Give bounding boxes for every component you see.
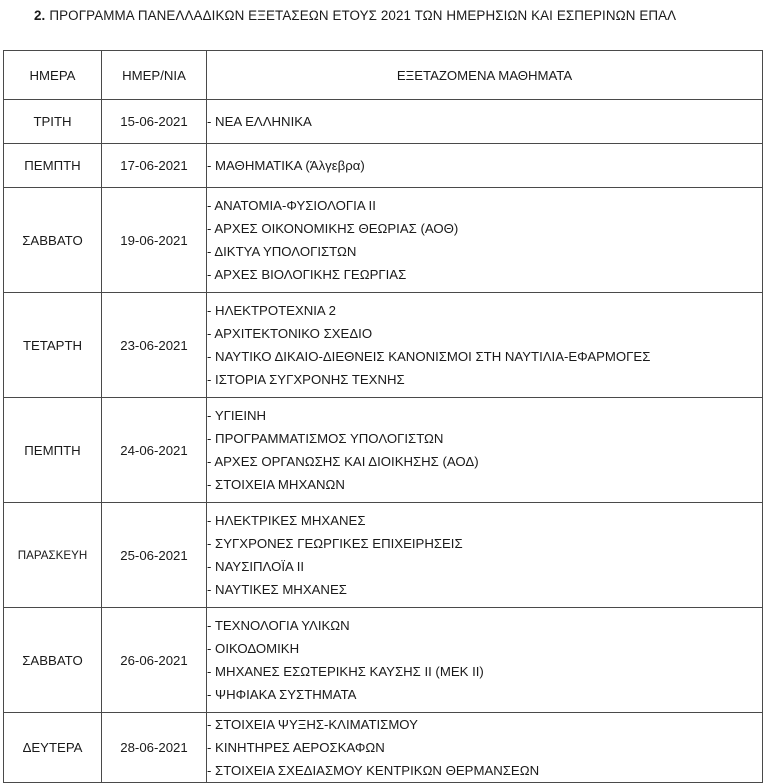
table-row	[4, 188, 763, 293]
subject-item: - ΚΙΝΗΤΗΡΕΣ ΑΕΡΟΣΚΑΦΩΝ	[207, 740, 385, 755]
day-cell: ΠΕΜΠΤΗ	[4, 144, 102, 188]
day-cell: ΔΕΥΤΕΡΑ	[4, 713, 102, 783]
date-cell: 26-06-2021	[102, 608, 207, 713]
subjects-cell	[207, 713, 763, 783]
day-cell: ΠΕΜΠΤΗ	[4, 398, 102, 503]
subjects-cell	[207, 100, 763, 144]
subject-item: - ΜΑΘΗΜΑΤΙΚΑ (Άλγεβρα)	[207, 158, 365, 173]
subject-item: - ΨΗΦΙΑΚΑ ΣΥΣΤΗΜΑΤΑ	[207, 687, 357, 702]
table-row	[4, 100, 763, 144]
subject-item: - ΑΡΧΕΣ ΒΙΟΛΟΓΙΚΗΣ ΓΕΩΡΓΙΑΣ	[207, 267, 407, 282]
date-cell: 24-06-2021	[102, 398, 207, 503]
subject-item: - ΣΥΓΧΡΟΝΕΣ ΓΕΩΡΓΙΚΕΣ ΕΠΙΧΕΙΡΗΣΕΙΣ	[207, 536, 463, 551]
subject-item: - ΝΑΥΤΙΚΟ ΔΙΚΑΙΟ-ΔΙΕΘΝΕΙΣ ΚΑΝΟΝΙΣΜΟΙ ΣΤΗ ΝΑΥΤΙΛΙΑ-ΕΦΑΡΜΟΓΕΣ	[207, 349, 651, 364]
table-row	[4, 503, 763, 608]
subject-item: - ΜΗΧΑΝΕΣ ΕΣΩΤΕΡΙΚΗΣ ΚΑΥΣΗΣ ΙΙ (ΜΕΚ ΙΙ)	[207, 664, 484, 679]
subject-item: - ΗΛΕΚΤΡΙΚΕΣ ΜΗΧΑΝΕΣ	[207, 513, 366, 528]
table-header-row	[4, 51, 763, 100]
subject-item: - ΝΑΥΣΙΠΛΟΪΑ ΙΙ	[207, 559, 305, 574]
date-cell: 19-06-2021	[102, 188, 207, 293]
subjects-cell	[207, 144, 763, 188]
header-date: ΗΜΕΡ/ΝΙΑ	[102, 51, 207, 100]
subject-item: - ΑΡΧΕΣ ΟΙΚΟΝΟΜΙΚΗΣ ΘΕΩΡΙΑΣ (ΑΟΘ)	[207, 221, 459, 236]
subject-item: - ΥΓΙΕΙΝΗ	[207, 408, 267, 423]
subjects-cell	[207, 503, 763, 608]
subject-item: - ΠΡΟΓΡΑΜΜΑΤΙΣΜΟΣ ΥΠΟΛΟΓΙΣΤΩΝ	[207, 431, 444, 446]
subject-item: - ΑΡΧΙΤΕΚΤΟΝΙΚΟ ΣΧΕΔΙΟ	[207, 326, 373, 341]
table-row	[4, 293, 763, 398]
day-cell: ΠΑΡΑΣΚΕΥΗ	[4, 503, 102, 608]
day-cell: ΣΑΒΒΑΤΟ	[4, 188, 102, 293]
date-cell: 17-06-2021	[102, 144, 207, 188]
subjects-cell	[207, 398, 763, 503]
subject-item: - ΤΕΧΝΟΛΟΓΙΑ ΥΛΙΚΩΝ	[207, 618, 350, 633]
header-subjects: ΕΞΕΤΑΖΟΜΕΝΑ ΜΑΘΗΜΑΤΑ	[207, 51, 763, 100]
table-row	[4, 713, 763, 783]
date-cell: 28-06-2021	[102, 713, 207, 783]
table-row	[4, 144, 763, 188]
subject-item: - ΣΤΟΙΧΕΙΑ ΜΗΧΑΝΩΝ	[207, 477, 345, 492]
subject-item: - ΑΡΧΕΣ ΟΡΓΑΝΩΣΗΣ ΚΑΙ ΔΙΟΙΚΗΣΗΣ (ΑΟΔ)	[207, 454, 479, 469]
day-cell: ΤΡΙΤΗ	[4, 100, 102, 144]
subject-item: - ΗΛΕΚΤΡΟΤΕΧΝΙΑ 2	[207, 303, 336, 318]
subjects-cell	[207, 608, 763, 713]
subject-item: - ΑΝΑΤΟΜΙΑ-ΦΥΣΙΟΛΟΓΙΑ ΙΙ	[207, 198, 376, 213]
table-row	[4, 398, 763, 503]
subject-item: - ΟΙΚΟΔΟΜΙΚΗ	[207, 641, 300, 656]
subject-item: - ΔΙΚΤΥΑ ΥΠΟΛΟΓΙΣΤΩΝ	[207, 244, 357, 259]
section-title: ΠΡΟΓΡΑΜΜΑ ΠΑΝΕΛΛΑΔΙΚΩΝ ΕΞΕΤΑΣΕΩΝ ΕΤΟΥΣ 2021 ΤΩΝ ΗΜΕΡΗΣΙΩΝ ΚΑΙ ΕΣΠΕΡΙΝΩΝ ΕΠΑΛ	[49, 8, 677, 23]
exam-schedule-table	[3, 50, 763, 783]
date-cell: 23-06-2021	[102, 293, 207, 398]
date-cell: 15-06-2021	[102, 100, 207, 144]
subject-item: - ΣΤΟΙΧΕΙΑ ΨΥΞΗΣ-ΚΛΙΜΑΤΙΣΜΟΥ	[207, 717, 418, 732]
header-day: ΗΜΕΡΑ	[4, 51, 102, 100]
table-row	[4, 608, 763, 713]
subject-item: - ΣΤΟΙΧΕΙΑ ΣΧΕΔΙΑΣΜΟΥ ΚΕΝΤΡΙΚΩΝ ΘΕΡΜΑΝΣΕΩΝ	[207, 763, 540, 778]
date-cell: 25-06-2021	[102, 503, 207, 608]
subject-item: - ΝΕΑ ΕΛΛΗΝΙΚΑ	[207, 114, 312, 129]
day-cell: ΣΑΒΒΑΤΟ	[4, 608, 102, 713]
document-heading	[34, 8, 676, 23]
day-cell: ΤΕΤΑΡΤΗ	[4, 293, 102, 398]
subjects-cell	[207, 293, 763, 398]
subject-item: - ΝΑΥΤΙΚΕΣ ΜΗΧΑΝΕΣ	[207, 582, 347, 597]
subject-item: - ΙΣΤΟΡΙΑ ΣΥΓΧΡΟΝΗΣ ΤΕΧΝΗΣ	[207, 372, 405, 387]
section-number: 2.	[34, 8, 46, 23]
subjects-cell	[207, 188, 763, 293]
